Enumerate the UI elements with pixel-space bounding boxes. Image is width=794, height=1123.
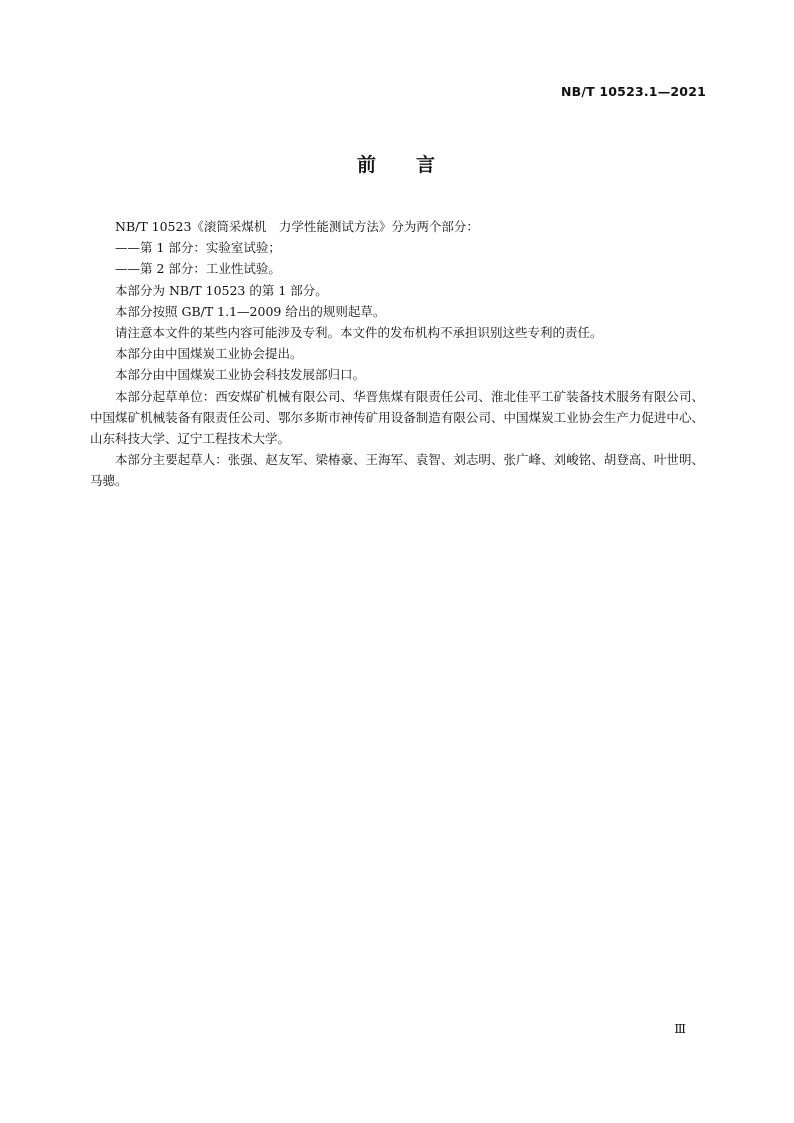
title-part-2: 言 bbox=[416, 154, 438, 176]
title-part-1: 前 bbox=[356, 154, 378, 176]
paragraph-part-statement: 本部分为 NB/T 10523 的第 1 部分。 bbox=[115, 282, 328, 298]
paragraph-drafting-rules: 本部分按照 GB/T 1.1—2009 给出的规则起草。 bbox=[115, 303, 386, 319]
page-title bbox=[0, 150, 794, 177]
standard-number: NB/T 10523.1—2021 bbox=[560, 84, 706, 99]
list-item-part-1: ——第 1 部分：实验室试验； bbox=[115, 240, 281, 256]
foreword-body bbox=[90, 216, 704, 492]
paragraph-drafting-organizations: 本部分起草单位：西安煤矿机械有限公司、华晋焦煤有限责任公司、淮北佳平工矿装备技术服务有限公司、中国煤矿机械装备有限责任公司、鄂尔多斯市神传矿用设备制造有限公司、中国煤炭工业协会生产力促进中心、山东科技大学、辽宁工程技术大学。 bbox=[90, 388, 704, 447]
paragraph-patent-notice: 请注意本文件的某些内容可能涉及专利。本文件的发布机构不承担识别这些专利的责任。 bbox=[115, 325, 603, 341]
paragraph-proposed-by: 本部分由中国煤炭工业协会提出。 bbox=[115, 346, 303, 362]
paragraph-administered-by: 本部分由中国煤炭工业协会科技发展部归口。 bbox=[115, 367, 366, 383]
list-item-part-2: ——第 2 部分：工业性试验。 bbox=[115, 261, 281, 277]
page-number: Ⅲ bbox=[674, 1022, 686, 1036]
paragraph-series-intro: NB/T 10523《滚筒采煤机 力学性能测试方法》分为两个部分： bbox=[115, 219, 479, 234]
paragraph-drafters: 本部分主要起草人：张强、赵友军、梁椿豪、王海军、袁智、刘志明、张广峰、刘峻铭、胡登高、叶世明、马骢。 bbox=[90, 452, 704, 489]
